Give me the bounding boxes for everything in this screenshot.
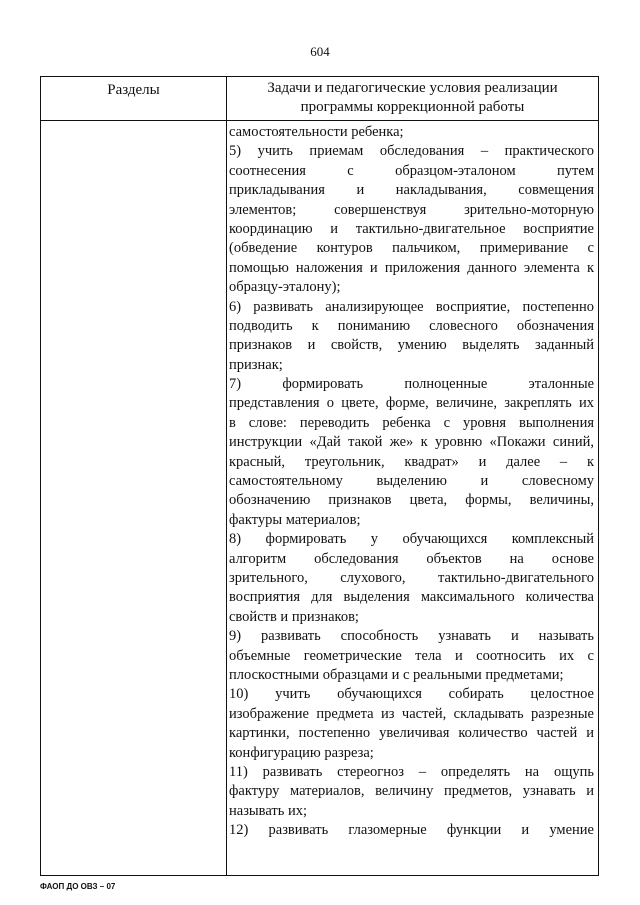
page-number: 604: [310, 44, 330, 59]
program-table: [40, 76, 599, 876]
text-line: соотнесения с образцом-эталоном путем: [229, 162, 594, 179]
footer-code: ФАОП ДО ОВЗ – 07: [40, 882, 116, 891]
text-line: зрительного, слухового, тактильно-двигательного: [229, 569, 594, 586]
text-line: конфигурацию разреза;: [229, 744, 374, 761]
text-line: элементов; совершенствуя зрительно-моторную: [229, 201, 594, 218]
text-line: 8) формировать у обучающихся комплексный: [229, 531, 594, 548]
text-line: фактуру материалов, величину предметов, узнавать и: [229, 783, 594, 800]
text-line: образцу-эталону);: [229, 279, 341, 296]
text-line: 12) развивать глазомерные функции и умение: [229, 822, 594, 839]
text-line: координацию и тактильно-двигательное восприятие: [229, 220, 594, 237]
text-line: самостоятельному выделению и словесному: [229, 473, 594, 490]
text-line: изображение предмета из частей, складывать разрезные: [229, 705, 594, 722]
text-line: 5) учить приемам обследования – практического: [229, 143, 594, 160]
header-sections: Разделы: [107, 82, 160, 98]
text-line: восприятия для выделения максимального количества: [229, 589, 594, 606]
text-line: признаков и свойств, умению выделять заданный: [229, 337, 594, 354]
text-line: представления о цвете, форме, величине, закреплять их: [229, 395, 594, 412]
header-tasks: [227, 79, 598, 117]
tasks-cell: [229, 123, 594, 840]
text-line: (обведение контуров пальчиком, примеривание с: [229, 240, 594, 257]
text-line: фактуры материалов;: [229, 511, 361, 528]
text-line: красный, треугольник, квадрат» и далее – к: [229, 453, 594, 470]
text-line: самостоятельности ребенка;: [229, 124, 404, 140]
text-line: картинки, постепенно увеличивая количество частей и: [229, 725, 594, 742]
text-line: объемные геометрические тела и соотносить их с: [229, 647, 594, 664]
text-line: 7) формировать полноценные эталонные: [229, 376, 594, 393]
text-line: прикладывания и накладывания, совмещения: [229, 182, 594, 199]
text-line: подводить к пониманию словесного обозначения: [229, 317, 594, 334]
text-line: 10) учить обучающихся собирать целостное: [229, 686, 594, 703]
header-tasks-line-1: Задачи и педагогические условия реализации: [267, 80, 558, 96]
text-line: инструкции «Дай такой же» к уровню «Покажи синий,: [229, 434, 594, 451]
text-line: 9) развивать способность узнавать и называть: [229, 628, 594, 645]
text-line: 11) развивать стереогноз – определять на ощупь: [229, 763, 594, 780]
text-line: свойств и признаков;: [229, 608, 359, 625]
text-line: плоскостными образцами и с реальными предметами;: [229, 666, 564, 683]
text-line: 6) развивать анализирующее восприятие, постепенно: [229, 298, 594, 315]
header-divider: [41, 120, 598, 121]
header-tasks-line-2: программы коррекционной работы: [300, 99, 525, 115]
column-divider: [226, 77, 227, 875]
text-line: в слове: переводить ребенка с уровня выполнения: [229, 414, 594, 431]
text-line: признак;: [229, 356, 283, 373]
text-line: алгоритм обследования объектов на основе: [229, 550, 594, 567]
text-line: помощью наложения и приложения данного элемента к: [229, 259, 594, 276]
text-line: называть их;: [229, 802, 307, 819]
text-line: обозначению признаков цвета, формы, величины,: [229, 492, 594, 509]
